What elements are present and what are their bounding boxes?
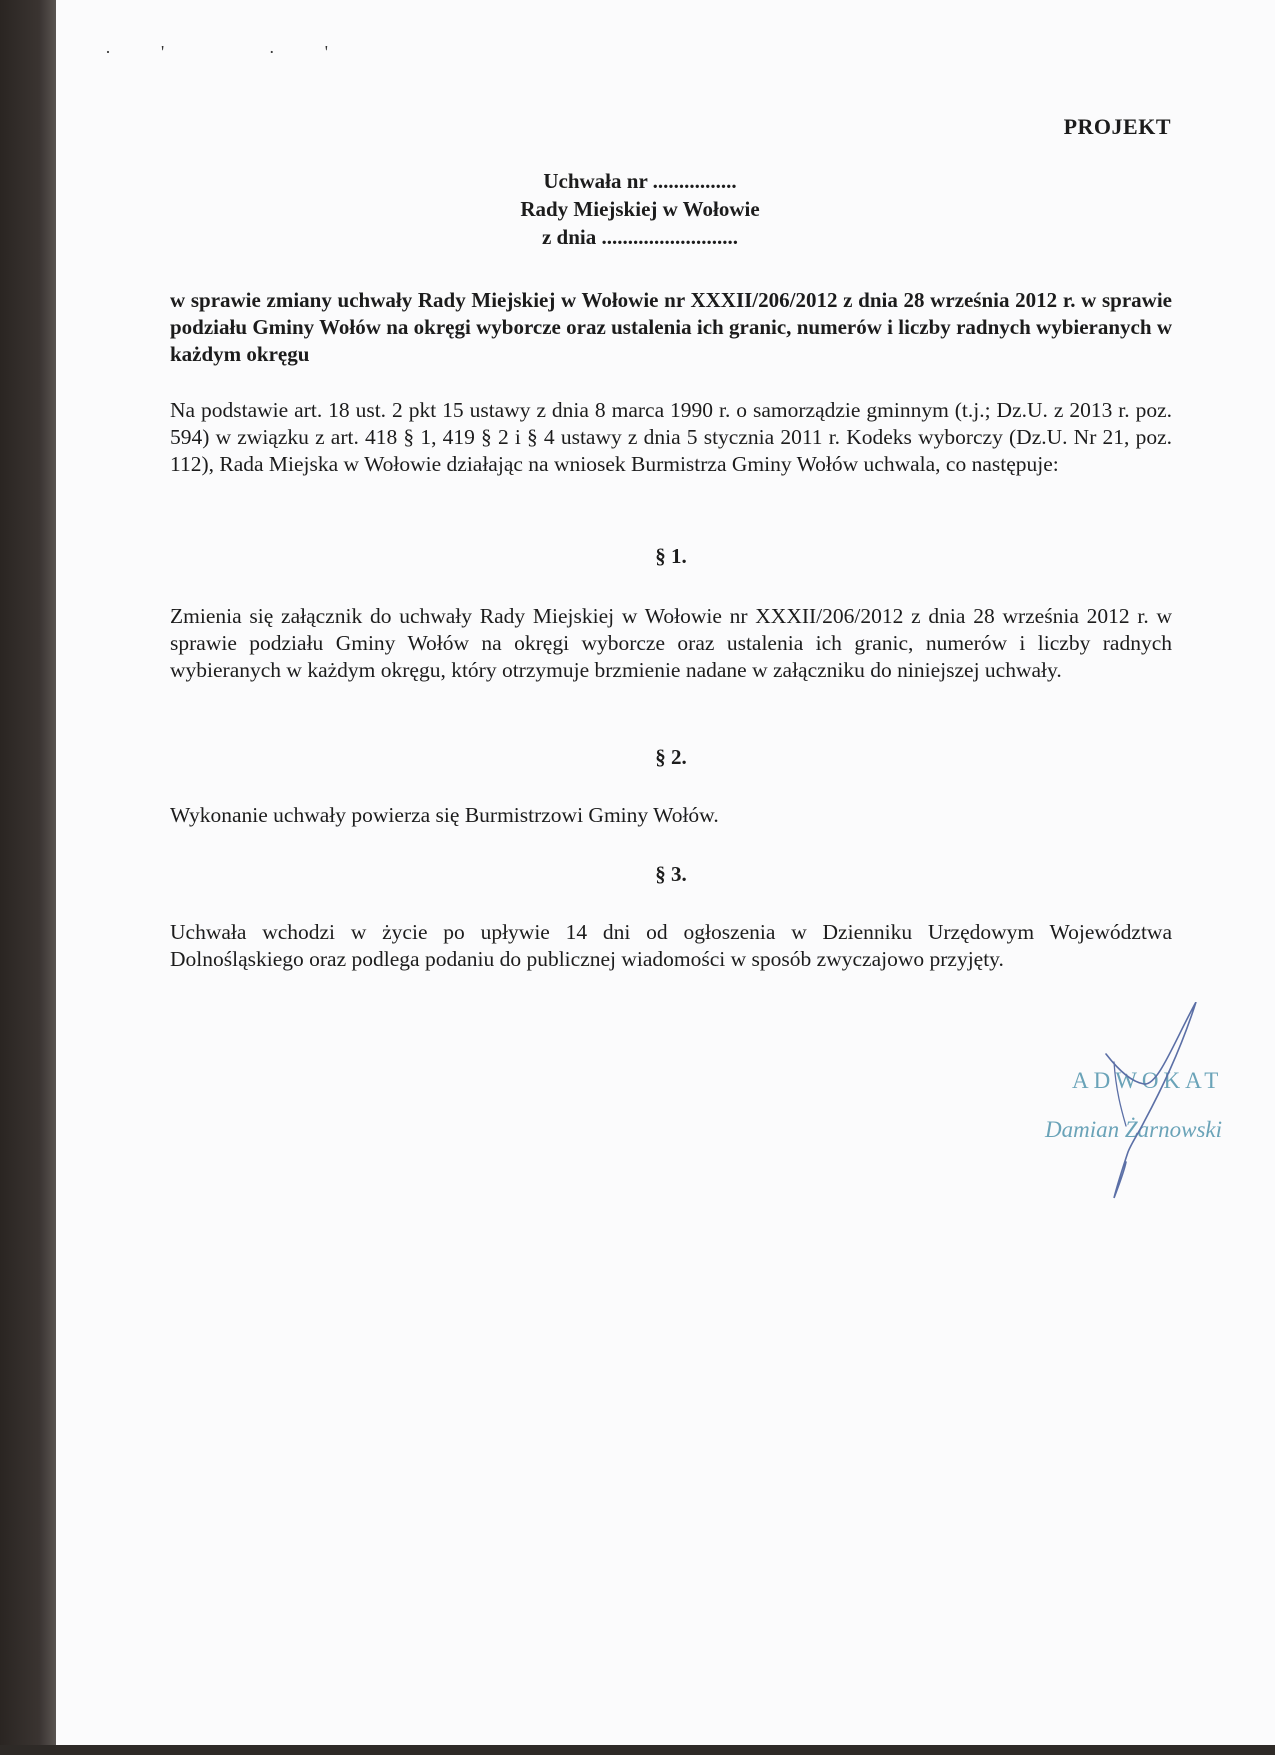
resolution-date: z dnia ..........................: [541, 225, 738, 249]
council-name: Rady Miejskiej w Wołowie: [520, 197, 760, 221]
draft-marker: PROJEKT: [1063, 114, 1171, 139]
section-2-text: Wykonanie uchwały powierza się Burmistrzowi Gminy Wołów.: [170, 803, 719, 827]
section-1-heading: § 1.: [655, 544, 687, 568]
lawyer-stamp: [1040, 1002, 1250, 1202]
section-1-text: Zmienia się załącznik do uchwały Rady Miejskiej w Wołowie nr XXXII/206/2012 z dnia 28 września 2012 r. w sprawie podziału Gminy Wołów na okręgi wyborcze oraz ustalenia ich granic, numerów i liczby radnych wybieranych w każdym okręgu, który otrzymuje brzmienie nadane w załączniku do niniejszej uchwały.: [170, 604, 1172, 682]
scan-edge-left: [0, 0, 56, 1755]
section-3-heading: § 3.: [655, 862, 687, 886]
section-3-text: Uchwała wchodzi w życie po upływie 14 dni od ogłoszenia w Dzienniku Urzędowym Województwa Dolnośląskiego oraz podlega podaniu do publicznej wiadomości w sposób zwyczajowo przyjęty.: [170, 920, 1172, 971]
handwritten-signature: [1040, 1002, 1250, 1202]
stamp-title: ADWOKAT: [1072, 1068, 1224, 1093]
stamp-name: Damian Żarnowski: [1045, 1117, 1222, 1142]
scan-edge-bottom: [0, 1745, 1275, 1755]
resolution-subject: w sprawie zmiany uchwały Rady Miejskiej w Wołowie nr XXXII/206/2012 z dnia 28 września 2012 r. w sprawie podziału Gminy Wołów na okręgi wyborcze oraz ustalenia ich granic, numerów i liczby radnych wybieranych w każdym okręgu: [170, 288, 1172, 366]
section-2-heading: § 2.: [655, 745, 687, 769]
resolution-number: Uchwała nr ................: [543, 169, 737, 193]
resolution-heading: [400, 167, 880, 251]
scan-specks: ·' ·': [105, 42, 378, 62]
preamble-paragraph: Na podstawie art. 18 ust. 2 pkt 15 ustawy z dnia 8 marca 1990 r. o samorządzie gminnym (t.j.; Dz.U. z 2013 r. poz. 594) w związku z art. 418 § 1, 419 § 2 i § 4 ustawy z dnia 5 stycznia 2011 r. Kodeks wyborczy (Dz.U. Nr 21, poz. 112), Rada Miejska w Wołowie działając na wniosek Burmistrza Gminy Wołów uchwala, co następuje:: [170, 398, 1172, 476]
